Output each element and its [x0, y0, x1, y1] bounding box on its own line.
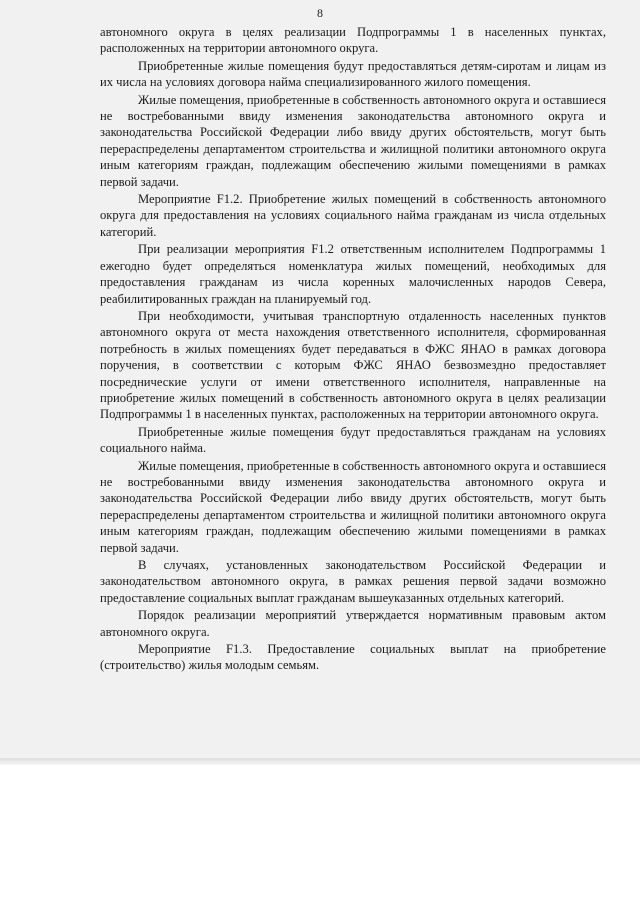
document-body	[100, 24, 606, 675]
paragraph: При реализации мероприятия F1.2 ответственным исполнителем Подпрограммы 1 ежегодно будет определяться номенклатура жилых помещений, необходимых для предоставления гражданам из числа коренных малочисленных народов Севера, реабилитированных граждан на планируемый год.	[100, 242, 606, 306]
paragraph: автономного округа в целях реализации Подпрограммы 1 в населенных пунктах, расположенных на территории автономного округа.	[100, 25, 606, 56]
paragraph: Приобретенные жилые помещения будут предоставляться гражданам на условиях социального найма.	[100, 424, 606, 456]
paragraph: При необходимости, учитывая транспортную отдаленность населенных пунктов автономного округа от места нахождения ответственного исполнителя, сформированная потребность в жилых помещениях будет передаваться в ФЖС ЯНАО в рамках договора поручения, в соответствии с которым ФЖС ЯНАО безвозмездно предоставляет посреднические услуги от имени ответственного исполнителя, направленные на приобретение жилых помещений в собственность автономного округа в целях реализации Подпрограммы 1 в населенных пунктах, расположенных на территории автономного округа.	[100, 308, 606, 422]
paragraph: В случаях, установленных законодательством Российской Федерации и законодательством автономного округа, в рамках решения первой задачи возможно предоставление социальных выплат гражданам вышеуказанных отдельных категорий.	[100, 558, 606, 605]
paragraph: Мероприятие F1.2. Приобретение жилых помещений в собственность автономного округа для предоставления на условиях социального найма гражданам из числа отдельных категорий.	[100, 192, 606, 239]
page-number: 8	[317, 6, 323, 20]
paragraph: Мероприятие F1.3. Предоставление социальных выплат на приобретение (строительство) жилья молодым семьям.	[100, 642, 606, 673]
paragraph: Жилые помещения, приобретенные в собственность автономного округа и оставшиеся не востребованными ввиду изменения законодательства автономного округа и законодательства Российской Федерации либо ввиду других обстоятельств, могут быть перераспределены департаментом строительства и жилищной политики автономного округа иным категориям граждан, подлежащим обеспечению жилыми помещениями в рамках первой задачи.	[100, 458, 606, 555]
paragraph: Жилые помещения, приобретенные в собственность автономного округа и оставшиеся не востребованными ввиду изменения законодательства автономного округа и законодательства Российской Федерации либо ввиду других обстоятельств, могут быть перераспределены департаментом строительства и жилищной политики автономного округа иным категориям граждан, подлежащим обеспечению жилыми помещениями в рамках первой задачи.	[100, 92, 606, 189]
paragraph: Порядок реализации мероприятий утверждается нормативным правовым актом автономного округа.	[100, 608, 606, 639]
scan-bottom-edge	[0, 758, 640, 765]
paragraph: Приобретенные жилые помещения будут предоставляться детям-сиротам и лицам из их числа на условиях договора найма специализированного жилого помещения.	[100, 58, 606, 90]
